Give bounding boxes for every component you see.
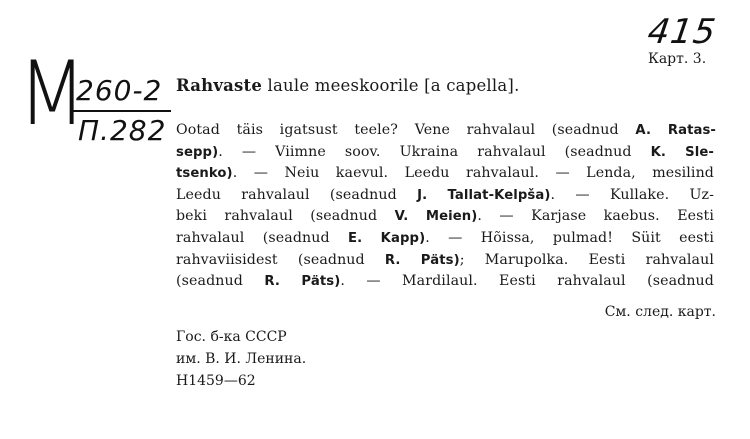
contents-line [176,228,714,250]
handwritten-card-number: 415 [645,12,719,52]
arranger-name: tsenko) [176,166,233,182]
contents-line [176,250,714,272]
record-title [176,76,520,95]
arranger-name: V. Meien) [394,209,478,225]
see-next-card: См. след. карт. [604,304,716,320]
contents-text: rahvalaul (seadnud [176,229,349,246]
arranger-name: A. Ratas- [635,123,717,138]
contents-text: Ootad täis igatsust teele? Vene rahvalaul (seadnud [176,122,636,138]
arranger-name: sepp) [176,144,219,160]
card-sequence-label: Карт. 3. [648,51,707,67]
title-bold-part: Rahvaste [176,76,263,95]
contents-text: rahvaviisidest (seadnud [176,251,385,268]
contents-note [176,120,716,293]
contents-text: . — Mardilaul. Eesti rahvalaul (seadnud [340,273,714,290]
footer-imprint [176,326,306,392]
handwritten-call-number-1: 260-2 [76,74,163,107]
handwritten-letter: M [18,42,87,145]
arranger-name: R. Päts) [384,252,460,268]
handwritten-call-number-2: П.282 [78,114,167,147]
contents-line [176,271,714,293]
contents-line [176,142,714,164]
contents-text: . — Karjase kaebus. Eesti [477,208,714,225]
contents-text: (seadnud [176,273,265,290]
title-rest: laule meeskoorile [a capella]. [262,76,520,95]
contents-text: ; Marupolka. Eesti rahvalaul [459,251,714,268]
arranger-name: R. Päts) [264,274,341,290]
handwritten-underline [73,110,171,112]
contents-line [176,206,714,228]
contents-text: . — Hõissa, pulmad! Süit eesti [425,229,714,246]
contents-text: Leedu rahvalaul (seadnud [176,186,418,203]
library-line-1: Гос. б-ка СССР [176,329,287,345]
contents-text: beki rahvalaul (seadnud [176,208,395,225]
contents-line [176,163,714,185]
arranger-name: K. Sle- [650,144,714,160]
arranger-name: E. Kapp) [348,230,426,246]
print-code: Н1459—62 [176,373,256,389]
contents-text: . — Viimne soov. Ukraina rahvalaul (seadnud [218,143,651,160]
contents-line [176,185,714,207]
contents-text: . — Kullake. Uz- [550,186,714,203]
library-line-2: им. В. И. Ленина. [176,351,307,367]
contents-text: . — Neiu kaevul. Leedu rahvalaul. — Lenda, mesilind [232,165,714,182]
contents-line [176,120,716,142]
arranger-name: J. Tallat-Kelpša) [417,187,551,203]
